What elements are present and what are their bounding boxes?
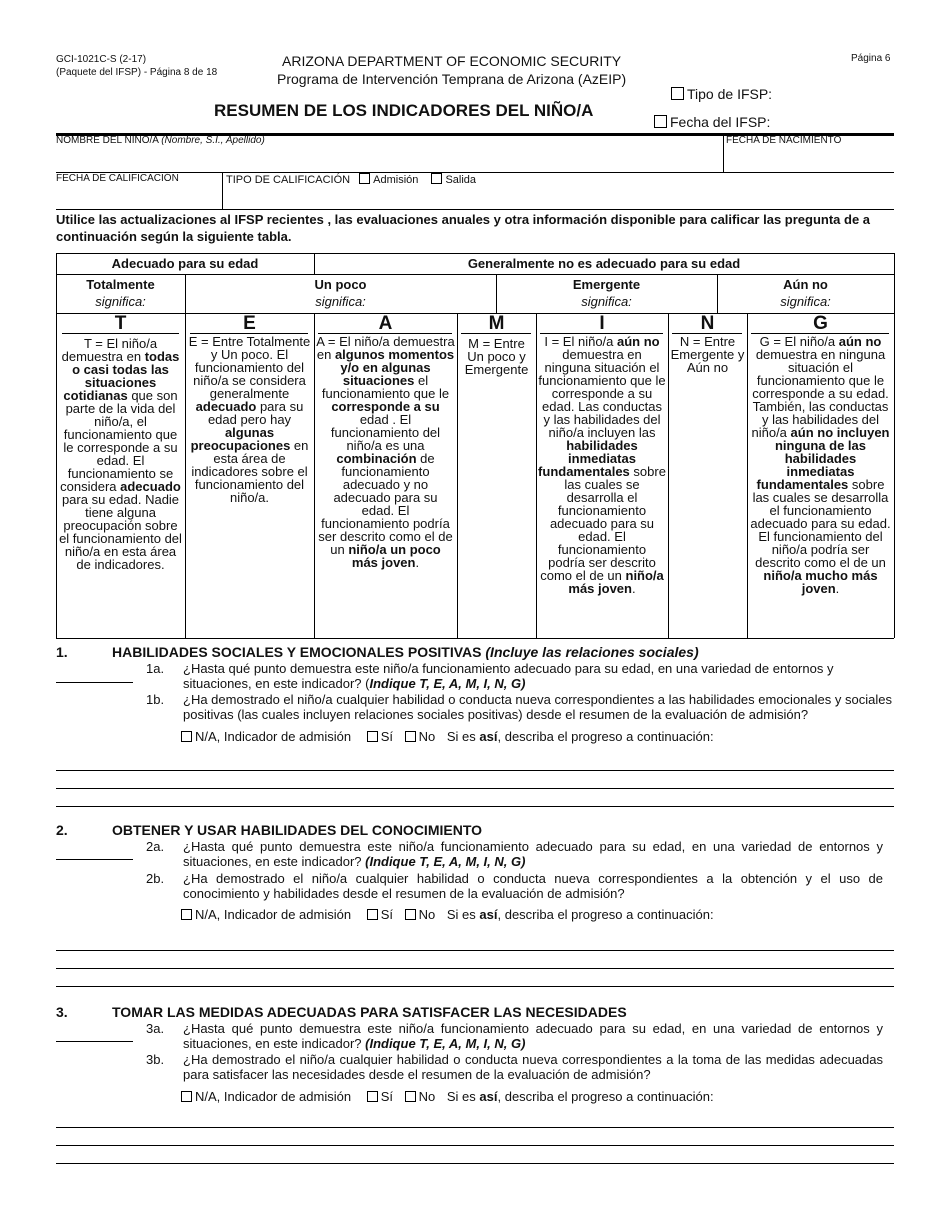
rating-letter-n: N <box>700 313 715 334</box>
table-rule <box>668 313 669 638</box>
desc-run-bold: adecuado <box>195 399 257 414</box>
desc-run-bold: corresponde a su <box>331 399 440 414</box>
page-label: Página 6 <box>851 53 891 64</box>
question-text: ¿Ha demostrado el niño/a cualquier habilidad o conducta nueva correspondientes a las habilidades emocionales y sociales positivas (las cuales incluyen relaciones sociales positivas) desde el resumen de la evaluación de admisión? <box>183 692 892 722</box>
progress-bold: así <box>479 729 498 744</box>
progress-prefix: Si es <box>446 729 480 744</box>
question-number: 3a. <box>146 1021 165 1036</box>
question-2a <box>146 839 883 869</box>
description-m <box>459 337 534 376</box>
no-label: No <box>418 729 436 744</box>
table-rule <box>894 253 895 638</box>
desc-run: para su edad. Nadie tiene alguna preocupación sobre el funcionamiento del niño/a en esta área de indicadores. <box>59 492 182 572</box>
yes-option[interactable] <box>367 1089 393 1104</box>
rating-letter-m: M <box>488 313 505 334</box>
progress-prefix: Si es <box>446 907 480 922</box>
na-label: N/A, Indicador de admisión <box>195 729 352 744</box>
no-checkbox[interactable] <box>405 1091 416 1102</box>
na-option[interactable] <box>181 729 351 744</box>
progress-suffix: , describa el progreso a continuación: <box>497 1089 714 1104</box>
yes-option[interactable] <box>367 907 393 922</box>
description-t <box>58 337 183 571</box>
question-number: 2b. <box>146 871 165 886</box>
group-sub: significa: <box>95 294 146 309</box>
rating-date-field[interactable]: FECHA DE CALIFICACIÓN <box>56 173 179 184</box>
no-option[interactable] <box>405 1089 436 1104</box>
na-option[interactable] <box>181 1089 351 1104</box>
desc-run: sobre las cuales se desarrolla el funcionamiento adecuado para su edad. El funcionamiento del niño/a podría ser descrito como el de un <box>750 477 891 570</box>
form-code-text: GCI-1021C-S (2-17) <box>56 54 147 65</box>
header-not-appropriate: Generalmente no es adecuado para su edad <box>467 256 741 271</box>
ifsp-type[interactable] <box>671 86 772 102</box>
desc-run-bold: aún no <box>617 334 660 349</box>
desc-run-bold: todas o casi todas las situaciones cotidianas <box>63 349 180 403</box>
question-text <box>183 839 883 869</box>
question-1a <box>146 661 894 691</box>
na-label: N/A, Indicador de admisión <box>195 907 352 922</box>
progress-line[interactable] <box>56 950 894 951</box>
answer-options <box>181 1089 714 1104</box>
section-number: 2. <box>56 822 68 838</box>
desc-run: T = El niño/a demuestra en <box>61 336 158 364</box>
desc-run-bold: aún no incluyen ninguna de las habilidades inmediatas fundamentales <box>756 425 890 492</box>
exit-checkbox[interactable] <box>431 173 442 184</box>
desc-run-bold: combinación <box>336 451 417 466</box>
ifsp-date-label: Fecha del IFSP: <box>670 114 771 130</box>
na-checkbox[interactable] <box>181 1091 192 1102</box>
progress-suffix: , describa el progreso a continuación: <box>497 729 714 744</box>
agency-name: ARIZONA DEPARTMENT OF ECONOMIC SECURITY <box>282 53 622 69</box>
rating-answer-line[interactable] <box>56 682 133 683</box>
desc-run: I = El niño/a <box>544 334 618 349</box>
desc-run: el funcionamiento que le <box>321 373 450 401</box>
group-title: Emergente <box>572 277 641 292</box>
ifsp-date-checkbox[interactable] <box>654 115 667 128</box>
progress-line[interactable] <box>56 986 894 987</box>
child-name-label: NOMBRE DEL NIÑO/A <box>56 135 159 146</box>
na-checkbox[interactable] <box>181 909 192 920</box>
desc-run-bold: niño/a un poco más joven <box>348 542 441 570</box>
letter-rule <box>62 333 179 334</box>
progress-line[interactable] <box>56 1127 894 1128</box>
group-sub: significa: <box>315 294 366 309</box>
progress-suffix: , describa el progreso a continuación: <box>497 907 714 922</box>
description-i <box>538 335 666 595</box>
yes-option[interactable] <box>367 729 393 744</box>
desc-run: E = Entre Totalmente y Un poco. El funcionamiento del niño/a se considera generalmente <box>188 334 311 401</box>
na-checkbox[interactable] <box>181 731 192 742</box>
na-option[interactable] <box>181 907 351 922</box>
question-3a <box>146 1021 883 1051</box>
group-title: Totalmente <box>86 277 155 292</box>
progress-bold: así <box>479 1089 498 1104</box>
question-number: 1b. <box>146 692 165 707</box>
progress-line[interactable] <box>56 770 894 771</box>
desc-run: G = El niño/a <box>759 334 839 349</box>
yes-checkbox[interactable] <box>367 909 378 920</box>
ifsp-date[interactable] <box>654 114 770 130</box>
admission-label: Admisión <box>373 174 419 186</box>
table-rule <box>56 274 894 275</box>
desc-run: A = El niño/a demuestra en <box>316 334 455 362</box>
question-2b <box>146 871 883 903</box>
section-title: TOMAR LAS MEDIDAS ADECUADAS PARA SATISFACER LAS NECESIDADES <box>112 1004 627 1020</box>
section-title: OBTENER Y USAR HABILIDADES DEL CONOCIMIENTO <box>112 822 483 838</box>
progress-bold: así <box>479 907 498 922</box>
letter-rule <box>461 333 531 334</box>
progress-instruction <box>447 1089 714 1104</box>
desc-run-bold: adecuado <box>120 479 181 494</box>
field-divider <box>723 133 724 173</box>
group-not-yet <box>717 276 894 310</box>
section-title <box>112 644 699 660</box>
question-text <box>183 1021 883 1051</box>
rating-letter-i: I <box>599 313 605 334</box>
group-sub: significa: <box>780 294 831 309</box>
yes-label: Sí <box>380 907 394 922</box>
yes-checkbox[interactable] <box>367 1091 378 1102</box>
section-title-italic: (Incluye las relaciones sociales) <box>485 644 699 660</box>
desc-run: de funcionamiento adecuado y no adecuado para su edad. El funcionamiento podría ser descrito como el de un <box>318 451 453 557</box>
rating-letter-t: T <box>114 313 127 334</box>
progress-instruction <box>447 729 714 744</box>
desc-run: . <box>631 581 636 596</box>
yes-checkbox[interactable] <box>367 731 378 742</box>
admission-checkbox[interactable] <box>359 173 370 184</box>
answer-options <box>181 729 714 744</box>
desc-run-bold: niño/a más joven <box>568 568 664 596</box>
desc-run-bold: niño/a mucho más joven <box>763 568 878 596</box>
question-number: 2a. <box>146 839 165 854</box>
desc-run: sobre las cuales se desarrolla el funcionamiento adecuado para su edad. El funcionamiento podría ser descrito como el de un <box>540 464 666 583</box>
desc-run-bold: habilidades inmediatas fundamentales <box>538 438 638 479</box>
desc-run: M = Entre Un poco y Emergente <box>464 336 529 377</box>
description-n <box>670 335 745 374</box>
group-title: Un poco <box>314 277 367 292</box>
page-title: RESUMEN DE LOS INDICADORES DEL NIÑO/A <box>214 101 594 120</box>
child-name-hint: (Nombre, S.I., Apellido) <box>161 135 265 146</box>
table-rule <box>457 313 458 638</box>
field-divider <box>222 172 223 210</box>
rating-type-exit[interactable] <box>431 174 476 186</box>
description-a <box>316 335 455 569</box>
yes-label: Sí <box>380 1089 394 1104</box>
ifsp-type-label: Tipo de IFSP: <box>687 86 773 102</box>
progress-line[interactable] <box>56 1145 894 1146</box>
desc-run-bold: aún no <box>838 334 882 349</box>
desc-run: demuestra en ninguna situación el funcionamiento que le corresponde a su edad. Las conductas y las habilidades del niño/a incluyen las <box>538 347 666 440</box>
group-completely <box>56 276 185 310</box>
header-appropriate: Adecuado para su edad <box>111 256 259 271</box>
birth-date-field[interactable]: FECHA DE NACIMIENTO <box>726 135 842 146</box>
question-3b <box>146 1052 883 1084</box>
rating-type-field <box>226 173 476 186</box>
desc-run: en esta área de indicadores sobre el funcionamiento del niño/a. <box>191 438 309 505</box>
form-code <box>56 53 217 79</box>
desc-run-bold: algunas preocupaciones <box>190 425 291 453</box>
group-sub: significa: <box>581 294 632 309</box>
rating-type-admission[interactable] <box>359 174 418 186</box>
progress-line[interactable] <box>56 806 894 807</box>
desc-run: para su edad pero hay <box>207 399 304 427</box>
ifsp-type-checkbox[interactable] <box>671 87 684 100</box>
no-checkbox[interactable] <box>405 731 416 742</box>
question-hint: (Indique T, E, A, M, I, N, G) <box>365 1036 526 1051</box>
no-checkbox[interactable] <box>405 909 416 920</box>
rating-answer-line[interactable] <box>56 1041 133 1042</box>
packet-ref-text: (Paquete del IFSP) - Página 8 de 18 <box>56 67 218 78</box>
progress-instruction <box>447 907 714 922</box>
no-label: No <box>418 1089 436 1104</box>
question-body: ¿Hasta qué punto demuestra este niño/a funcionamiento adecuado para su edad, en una variedad de entornos y situaciones, en este indicador? <box>183 1021 883 1051</box>
question-body: ¿Hasta qué punto demuestra este niño/a funcionamiento adecuado para su edad, en una variedad de entornos y situaciones, en este indicador? <box>183 839 883 869</box>
description-g <box>749 335 892 595</box>
question-text: ¿Ha demostrado el niño/a cualquier habilidad o conducta nueva correspondientes a la toma de las medidas adecuadas para satisfacer las necesidades desde el resumen de la evaluación de admisión? <box>183 1052 883 1082</box>
program-name: Programa de Intervención Temprana de Arizona (AzEIP) <box>277 71 627 87</box>
desc-run: que son parte de la vida del niño/a, el funcionamiento que le corresponde a su edad. El funcionamiento se considera <box>60 388 178 494</box>
field-row-rule <box>56 209 894 210</box>
na-label: N/A, Indicador de admisión <box>195 1089 352 1104</box>
question-text <box>183 661 894 691</box>
desc-run: N = Entre Emergente y Aún no <box>670 334 745 375</box>
no-option[interactable] <box>405 729 436 744</box>
desc-run: demuestra en ninguna situación el funcionamiento que le corresponde a su edad. También, las conductas y las habilidades del niño/a <box>751 347 889 440</box>
rating-type-label: TIPO DE CALIFICACIÓN <box>226 174 351 186</box>
instructions: Utilice las actualizaciones al IFSP recientes , las evaluaciones anuales y otra información disponible para calificar las pregunta de a continuación según la siguiente tabla. <box>56 212 871 244</box>
question-text: ¿Ha demostrado el niño/a cualquier habilidad o conducta nueva correspondientes a la obtención y el uso de conocimiento y habilidades desde el resumen de la evaluación de admisión? <box>183 871 883 901</box>
group-somewhat <box>185 276 496 310</box>
desc-run: . <box>415 555 420 570</box>
yes-label: Sí <box>380 729 394 744</box>
description-e <box>187 335 312 504</box>
question-1b <box>146 692 894 724</box>
desc-run: edad . El funcionamiento del niño/a es una <box>330 412 441 453</box>
table-rule <box>747 313 748 638</box>
table-rule <box>536 313 537 638</box>
table-rule <box>56 638 894 639</box>
progress-line[interactable] <box>56 968 894 969</box>
section-number: 1. <box>56 644 68 660</box>
answer-options <box>181 907 714 922</box>
table-rule <box>56 253 57 638</box>
rating-letter-g: G <box>813 313 828 334</box>
question-hint: (Indique T, E, A, M, I, N, G) <box>365 854 526 869</box>
group-title: Aún no <box>783 277 828 292</box>
section-title-text: HABILIDADES SOCIALES Y EMOCIONALES POSITIVAS <box>112 644 482 660</box>
progress-line[interactable] <box>56 1163 894 1164</box>
progress-prefix: Si es <box>446 1089 480 1104</box>
table-rule <box>56 253 894 254</box>
question-body: ¿Hasta qué punto demuestra este niño/a funcionamiento adecuado para su edad, en una variedad de entornos y situaciones, en este indicador? ( <box>183 661 834 691</box>
desc-run-bold: algunos momentos y/o en algunas situaciones <box>334 347 455 388</box>
question-number: 3b. <box>146 1052 165 1067</box>
child-name-field[interactable] <box>56 135 265 146</box>
question-number: 1a. <box>146 661 165 676</box>
rating-letter-e: E <box>243 313 256 334</box>
table-rule <box>314 313 315 638</box>
no-option[interactable] <box>405 907 436 922</box>
no-label: No <box>418 907 436 922</box>
rating-answer-line[interactable] <box>56 859 133 860</box>
section-number: 3. <box>56 1004 68 1020</box>
progress-line[interactable] <box>56 788 894 789</box>
desc-run: . <box>835 581 840 596</box>
question-hint: Indique T, E, A, M, I, N, G) <box>369 676 526 691</box>
group-emerging <box>496 276 717 310</box>
exit-label: Salida <box>445 174 477 186</box>
rating-letter-a: A <box>378 313 393 334</box>
